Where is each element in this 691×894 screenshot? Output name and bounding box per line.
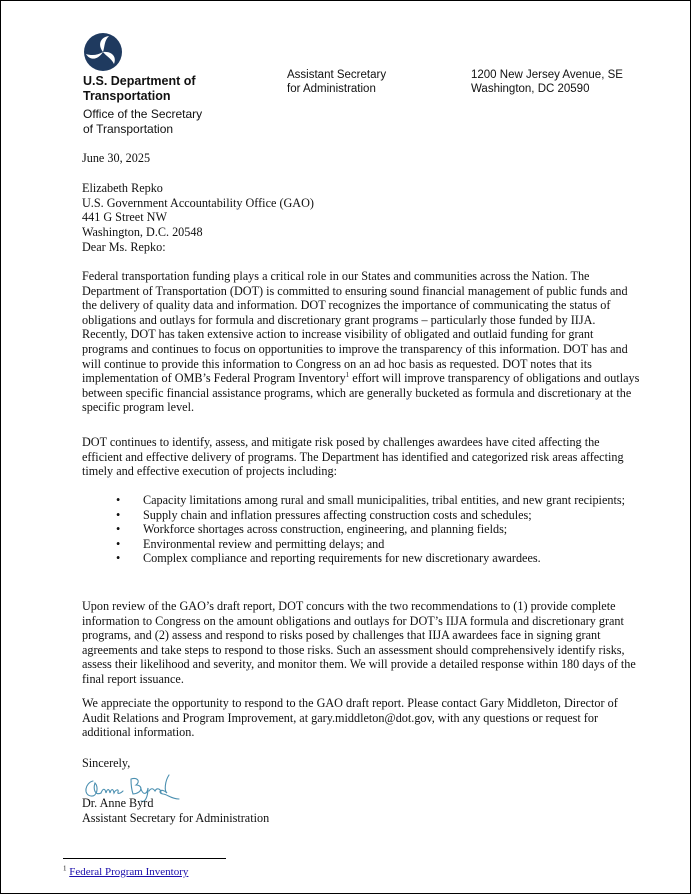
recipient-street: 441 G Street NW — [82, 210, 167, 225]
recipient-organization: U.S. Government Accountability Office (GAO) — [82, 195, 314, 210]
list-item: • Workforce shortages across construction, engineering, and planning fields; — [82, 522, 642, 537]
paragraph-3: Upon review of the GAO’s draft report, DOT concurs with the two recommendations to (1) provide complete information to Congress on the amount obligations and outlays for DOT’s IIJA formula and discretionary grant programs, and (2) assess and respond to risks posed by challenges that IIJA awardees face in signing grant agreements and take steps to respond to those risks. Such an assessment should comprehensively identify risks, assess their likelihood and severity, and monitor them. We will provide a detailed response within 180 days of the final report issuance. — [82, 599, 636, 686]
signer-name: Dr. Anne Byrd — [82, 796, 154, 810]
bullet-icon: • — [116, 522, 121, 537]
sender-address: 1200 New Jersey Avenue, SE Washington, DC 20590 — [471, 69, 623, 95]
bullet-icon: • — [116, 551, 121, 566]
bullet-icon: • — [116, 507, 121, 522]
valediction: Sincerely, — [82, 756, 131, 770]
dot-logo-icon — [83, 32, 123, 72]
signer-title: Assistant Secretary for Administration — [82, 810, 270, 825]
footnote — [63, 865, 188, 880]
sender-title: Assistant Secretary for Administration — [287, 69, 387, 95]
federal-program-inventory-link[interactable]: Federal Program Inventory — [69, 866, 189, 878]
bullet-icon: • — [116, 536, 121, 551]
recipient-name: Elizabeth Repko — [82, 181, 163, 195]
department-name: U.S. Department of Transportation — [83, 74, 196, 103]
paragraph-2: DOT continues to identify, assess, and mitigate risk posed by challenges awardees have cited affecting the efficient and effective delivery of programs. The Department has identified and categorized risk areas affecting timely and effective execution of projects including: — [82, 435, 624, 479]
list-item: • Capacity limitations among rural and small municipalities, tribal entities, and new grant recipients; — [82, 493, 642, 508]
recipient-block — [82, 181, 642, 239]
list-item: • Supply chain and inflation pressures affecting construction costs and schedules; — [82, 508, 642, 523]
risk-areas-list — [82, 493, 642, 566]
letter-date: June 30, 2025 — [82, 151, 151, 165]
bullet-icon: • — [116, 493, 121, 507]
list-item: • Environmental review and permitting delays; and — [82, 537, 642, 552]
paragraph-4: We appreciate the opportunity to respond to the GAO draft report. Please contact Gary Middleton, Director of Audit Relations and Program Improvement, at gary.middleton@dot.gov, with any questions or request for additional information. — [82, 696, 618, 740]
footnote-reference: 1 — [345, 371, 350, 380]
paragraph-1: Federal transportation funding plays a critical role in our States and communities across the Nation. The Department of Transportation (DOT) is committed to ensuring sound financial management of public funds and the delivery of quality data and information. DOT recognizes the importance of communicating the status of obligations and outlays for formula and discretionary grant programs – particularly those funded by IIJA. Recently, DOT has taken extensive action to increase visibility of obligated and outlaid funding for grant programs and continues to focus on opportunities to improve the transparency of this information. DOT has and will continue to provide this information to Congress on an ad hoc basis as requested. DOT notes that its implementation of OMB’s Federal Program Inventory$^1$ effort will improve transparency of obligations and outlays between specific financial assistance programs, which are generally bucketed as formula and discretionary at the specific program level. — [82, 269, 640, 415]
signature-block — [82, 796, 642, 825]
footnote-divider — [63, 858, 226, 859]
recipient-city: Washington, D.C. 20548 — [82, 224, 203, 239]
footnote-number: 1 — [63, 864, 67, 873]
office-name: Office of the Secretary of Transportation — [83, 107, 203, 136]
list-item: • Complex compliance and reporting requirements for new discretionary awardees. — [82, 551, 642, 566]
salutation: Dear Ms. Repko: — [82, 240, 166, 254]
